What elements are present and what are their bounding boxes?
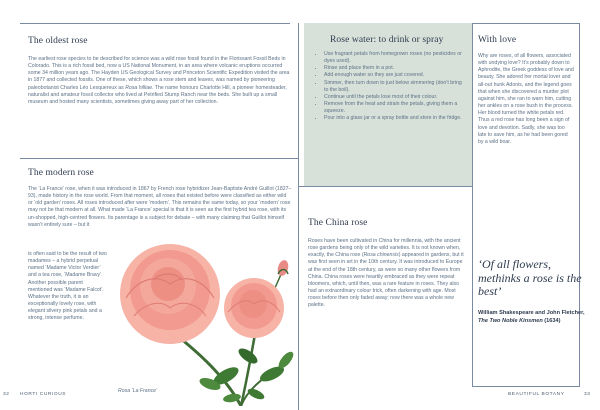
list-item: • Remove from the heat and strain the petals, giving them a squeeze.: [324, 101, 464, 115]
right-running-title: BEAUTIFUL BOTANY: [508, 392, 565, 397]
quote-attribution: William Shakespeare and John Fletcher, The Two Noble Kinsmen (1634): [478, 310, 585, 324]
right-page-number: 33: [584, 392, 591, 397]
list-item: • Add enough water so they are just covered.: [324, 72, 464, 79]
list-item: • Pour into a glass jar or a spray bottle and store in the fridge.: [324, 115, 464, 122]
section-divider-left: [20, 158, 298, 159]
list-item: • Simmer, then turn down to just below simmering (don’t bring to the boil).: [324, 80, 464, 94]
section-title-modern-rose: The modern rose: [28, 168, 94, 178]
with-love-text: Why are roses, of all flowers, associated with undying love? It’s probably down to Aphrodite, the Greek goddess of love and beauty. She adored her mortal lover and all-out hunk Adonis, and the legend goes that when she discovered a murder plot against him, she ran to warn him, cutting her ankles on a rose bush in the process. Her blood turned the white petals red. Thus a red rose has long been a sign of love and devotion. Sadly, she was too late to save him, as he had been gored by a wild boar.: [478, 53, 574, 145]
oldest-rose-text: The earliest rose species to be described for science was a wild rose fossil found in the Florissant Fossil Beds in Colorado. This is a rich fossil bed, now a US National Monument, in an area where volcanic eruptions occurred some 34 million years ago. The Hayden US Geological Survey and Princeton Scientific Expedition visited the area in 1877 and collected fossils. One of these, which shows a rose stem and leaves, was named by pioneering paleobotanist Charles Léo Lesquereux as Rosa hilliae. The name honours Charlotte Hill, a pioneer homesteader, naturalist and amateur fossil collector who lived at Petrified Stump Ranch near the beds. She built up a small museum and hosted many scientists, sometimes giving away part of her collection.: [28, 56, 290, 105]
left-page-top-rule: [20, 23, 290, 24]
rose-water-panel: [304, 23, 472, 186]
right-column-divider: [472, 23, 473, 387]
china-rose-text: Roses have been cultivated in China for millennia, with the ancient rose gardens being only of the wild varieties. It is not known when, exactly, the China rose (Rosa chinensis) appeared in gardens, but it was first seen in art in the 10th century. It was introduced to Europe at the end of the 18th century, as were so many other flowers from China. China roses were heartily embraced as they were repeat bloomers, which, until then, was a rare feature in roses. They also had an extraordinary colour trick, often darkening with age. Most roses before then only faded away; now there was a whole new palette.: [308, 238, 464, 309]
rose-illustration: [106, 238, 302, 406]
right-page-right-rule: [579, 23, 580, 387]
section-title-with-love: With love: [478, 35, 517, 45]
section-title-china-rose: The China rose: [308, 218, 368, 228]
list-item: • Use fragrant petals from homegrown roses (no pesticides or dyes used).: [324, 51, 464, 65]
section-title-oldest-rose: The oldest rose: [28, 36, 88, 46]
section-divider-right: [299, 186, 472, 187]
pull-quote: ‘Of all flowers, methinks a rose is the best’: [478, 257, 582, 298]
illustration-caption: Rosa ‘La France’: [118, 388, 158, 394]
list-item: • Continue until the petals lose most of their colour.: [324, 94, 464, 101]
rose-water-steps: [318, 51, 464, 123]
modern-rose-text-narrow: is often said to be the result of two madames – a hybrid perpetual named ‘Madame Victor Verdier’ and a tea rose, ‘Madame Bravy’. Another possible parent mentioned was ‘Madame Falcot’. Whatever the truth, it is an exceptionally lovely rose, with elegant silvery pink petals and a strong, intense perfume.: [28, 251, 107, 322]
left-running-title: HORTI CURIOUS: [20, 392, 67, 397]
modern-rose-text: The ‘La France’ rose, when it was introduced in 1867 by French rose hybridizer Jean-Baptiste André Guillot (1827–93), made history in the rose world. From that moment, all roses that existed before were classified as either wild or ‘old garden’ roses. All roses introduced after were ‘modern’. This remains the same today, so your ‘modern’ rose may not be that modern at all. What made ‘La France’ special is that it is seen as the first hybrid tea rose, with its un-shopped, high-centred flowers. Its parentage is a subject for debate – with many claiming that Guillot himself wasn’t entirely sure – but it: [28, 186, 292, 228]
section-title-rose-water: Rose water: to drink or spray: [330, 35, 444, 45]
left-page-number: 32: [3, 392, 10, 397]
right-page-bottom-rule: [473, 386, 580, 387]
list-item: • Rinse and place them in a pot.: [324, 65, 464, 72]
